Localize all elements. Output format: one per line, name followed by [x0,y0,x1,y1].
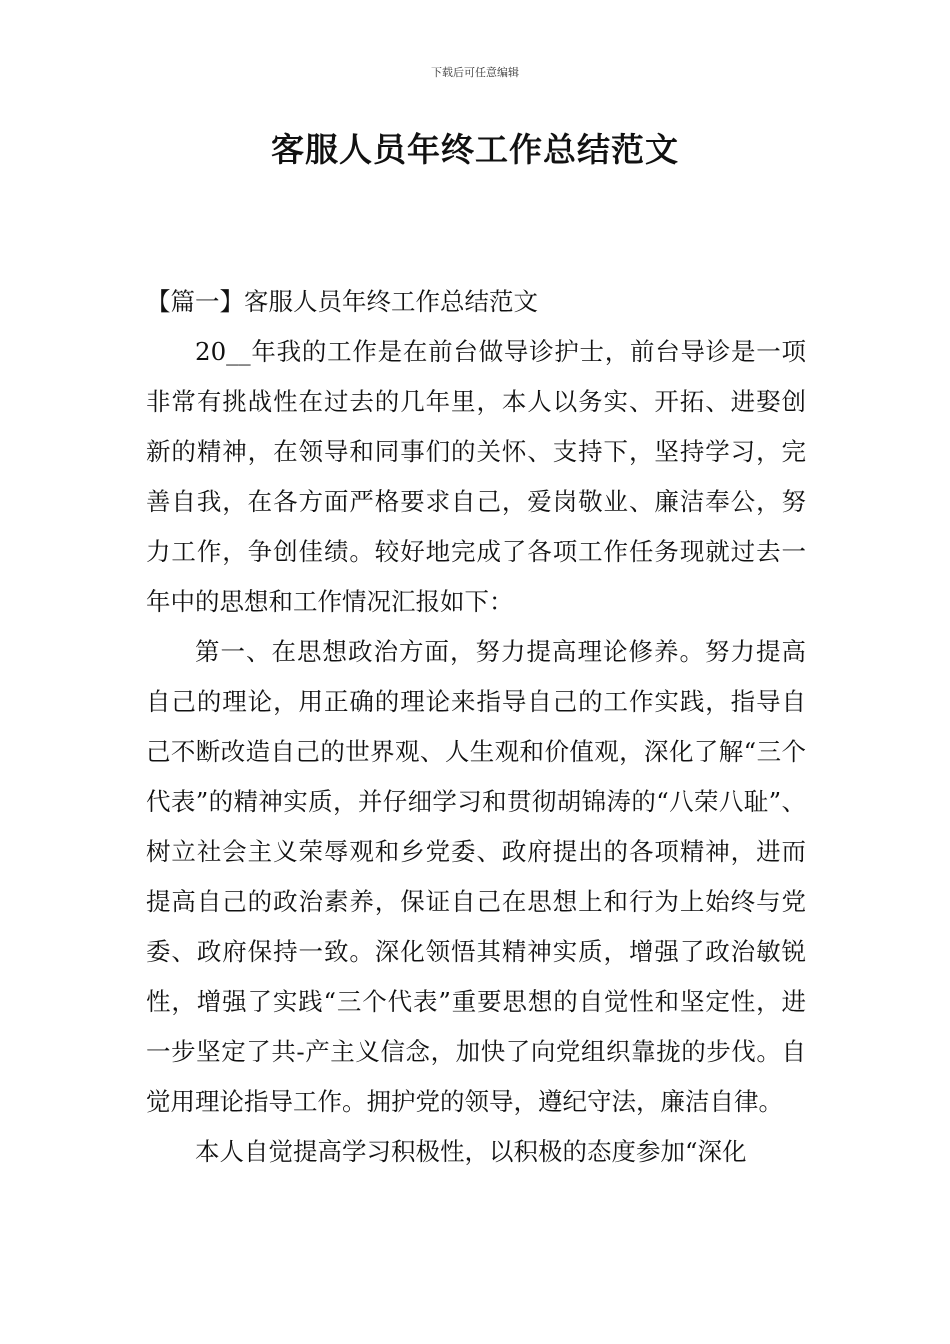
document-body [146,277,806,1177]
section-heading: 【篇一】客服人员年终工作总结范文 [146,287,538,316]
header-note: 下载后可任意编辑 [431,66,519,79]
document-title: 客服人员年终工作总结范文 [271,130,679,169]
paragraph-study: 本人自觉提高学习积极性，以积极的态度参加“深化 [195,1137,747,1166]
paragraph-intro: 20__年我的工作是在前台做导诊护士，前台导诊是一项非常有挑战性在过去的几年里，本人以务实、开拓、进娶创新的精神，在领导和同事们的关怀、支持下，坚持学习，完善自我，在各方面严格要求自己，爱岗敬业、廉洁奉公，努力工作，争创佳绩。较好地完成了各项工作任务现就过去一年中的思想和工作情况汇报如下： [146,337,806,616]
paragraph-political: 第一、在思想政治方面，努力提高理论修养。努力提高自己的理论，用正确的理论来指导自己的工作实践，指导自己不断改造自己的世界观、人生观和价值观，深化了解“三个代表”的精神实质，并仔细学习和贯彻胡锦涛的“八荣八耻”、树立社会主义荣辱观和乡党委、政府提出的各项精神，进而提高自己的政治素养，保证自己在思想上和行为上始终与党委、政府保持一致。深化领悟其精神实质，增强了政治敏锐性，增强了实践“三个代表”重要思想的自觉性和坚定性，进一步坚定了共-产主义信念，加快了向党组织靠拢的步伐。自觉用理论指导工作。拥护党的领导，遵纪守法，廉洁自律。 [146,637,806,1116]
